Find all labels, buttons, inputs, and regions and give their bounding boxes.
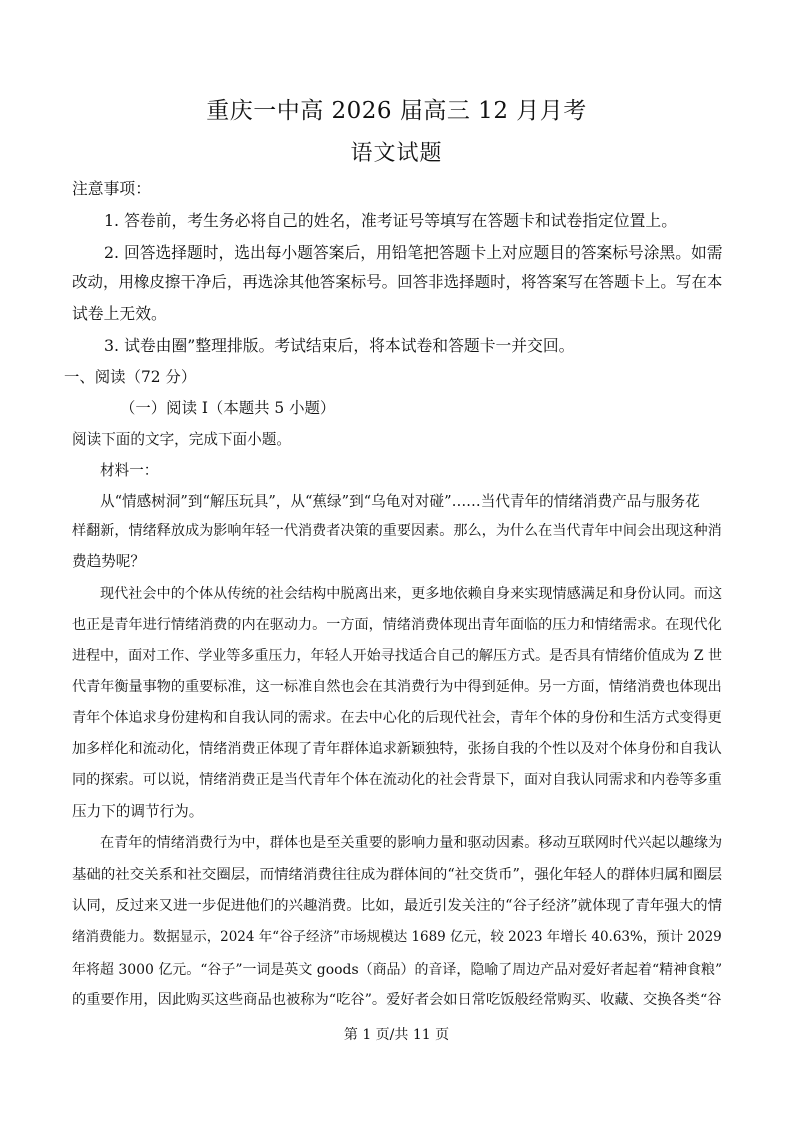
- paragraph-3-line: 绪消费能力。数据显示，2024 年“谷子经济”市场规模达 1689 亿元，较 2023 年增长 40.63%，预计 2029: [72, 929, 722, 945]
- paragraph-3-line: 的重要作用，因此购买这些商品也被称为“吃谷”。爱好者会如日常吃饭般经常购买、收藏、交换各类“谷: [72, 992, 722, 1008]
- paragraph-2-line: 同的探索。可以说，情绪消费正是当代青年个体在流动化的社会背景下，面对自我认同需求和内卷等多重: [72, 772, 722, 788]
- section-heading: 一、阅读（72 分）: [64, 368, 197, 386]
- paragraph-3-line: 在青年的情绪消费行为中，群体也是至关重要的影响力量和驱动因素。移动互联网时代兴起以趣缘为: [100, 835, 723, 851]
- paragraph-2-line: 进程中，面对工作、学业等多重压力，年轻人开始寻找适合自己的解压方式。是否具有情绪价值成为 Z 世: [72, 648, 723, 664]
- paragraph-2-line: 青年个体追求身份建构和自我认同的需求。在去中心化的后现代社会，青年个体的身份和生活方式变得更: [72, 710, 722, 726]
- sub-section-heading: （一）阅读 I（本题共 5 小题）: [120, 399, 336, 417]
- notice-item-1: 1. 答卷前，考生务必将自己的姓名，准考证号等填写在答题卡和试卷指定位置上。: [104, 211, 677, 230]
- paragraph-3-line: 基础的社交关系和社交圈层，而情绪消费往往成为群体间的“社交货币”，强化年轻人的群体归属和圈层: [72, 867, 723, 883]
- notice-item-2-line-3: 试卷上无效。: [72, 304, 167, 323]
- paragraph-2-line: 也正是青年进行情绪消费的内在驱动力。一方面，情绪消费体现出青年面临的压力和情绪需求。在现代化: [72, 617, 722, 633]
- paragraph-1-line: 样翻新，情绪释放成为影响年轻一代消费者决策的重要因素。那么，为什么在当代青年中间会出现这种消: [72, 523, 722, 539]
- notice-item-3: 3. 试卷由圈”整理排版。考试结束后，将本试卷和答题卡一并交回。: [104, 336, 575, 355]
- paragraph-2-line: 加多样化和流动化，情绪消费正体现了青年群体追求新颖独特，张扬自我的个性以及对个体身份和自我认: [72, 741, 722, 757]
- notice-item-2-line-2: 改动，用橡皮擦干净后，再选涂其他答案标号。回答非选择题时，将答案写在答题卡上。写在本: [72, 273, 723, 291]
- paragraph-3-line: 认同，反过来又进一步促进他们的兴趣消费。比如，最近引发关注的“谷子经济”就体现了青年强大的情: [72, 898, 723, 914]
- paragraph-2-line: 现代社会中的个体从传统的社会结构中脱离出来，更多地依赖自身来实现情感满足和身份认同。而这: [100, 586, 723, 602]
- notice-heading: 注意事项：: [72, 179, 151, 198]
- exam-title: 重庆一中高 2026 届高三 12 月月考: [206, 98, 587, 124]
- paragraph-2-line: 压力下的调节行为。: [72, 803, 204, 820]
- reading-instruction: 阅读下面的文字，完成下面小题。: [72, 431, 291, 448]
- paragraph-3-line: 年将超 3000 亿元。“谷子”一词是英文 goods（商品）的音译，隐喻了周边产品对爱好者起着“精神食粮”: [72, 962, 723, 978]
- paragraph-2-line: 代青年衡量事物的重要标准，这一标准自然也会在其消费行为中得到延伸。另一方面，情绪消费也体现出: [72, 679, 722, 695]
- notice-item-2-line-1: 2. 回答选择题时，选出每小题答案后，用铅笔把答题卡上对应题目的答案标号涂黑。如需: [104, 243, 723, 262]
- material-label: 材料一：: [100, 462, 159, 479]
- paragraph-1-line: 从“情感树洞”到“解压玩具”，从“蕉绿”到“乌龟对对碰”……当代青年的情绪消费产品与服务花: [100, 493, 700, 510]
- exam-subtitle: 语文试题: [350, 141, 443, 166]
- paragraph-1-line: 费趋势呢？: [72, 553, 145, 570]
- page-footer: 第 1 页/共 11 页: [343, 1027, 450, 1043]
